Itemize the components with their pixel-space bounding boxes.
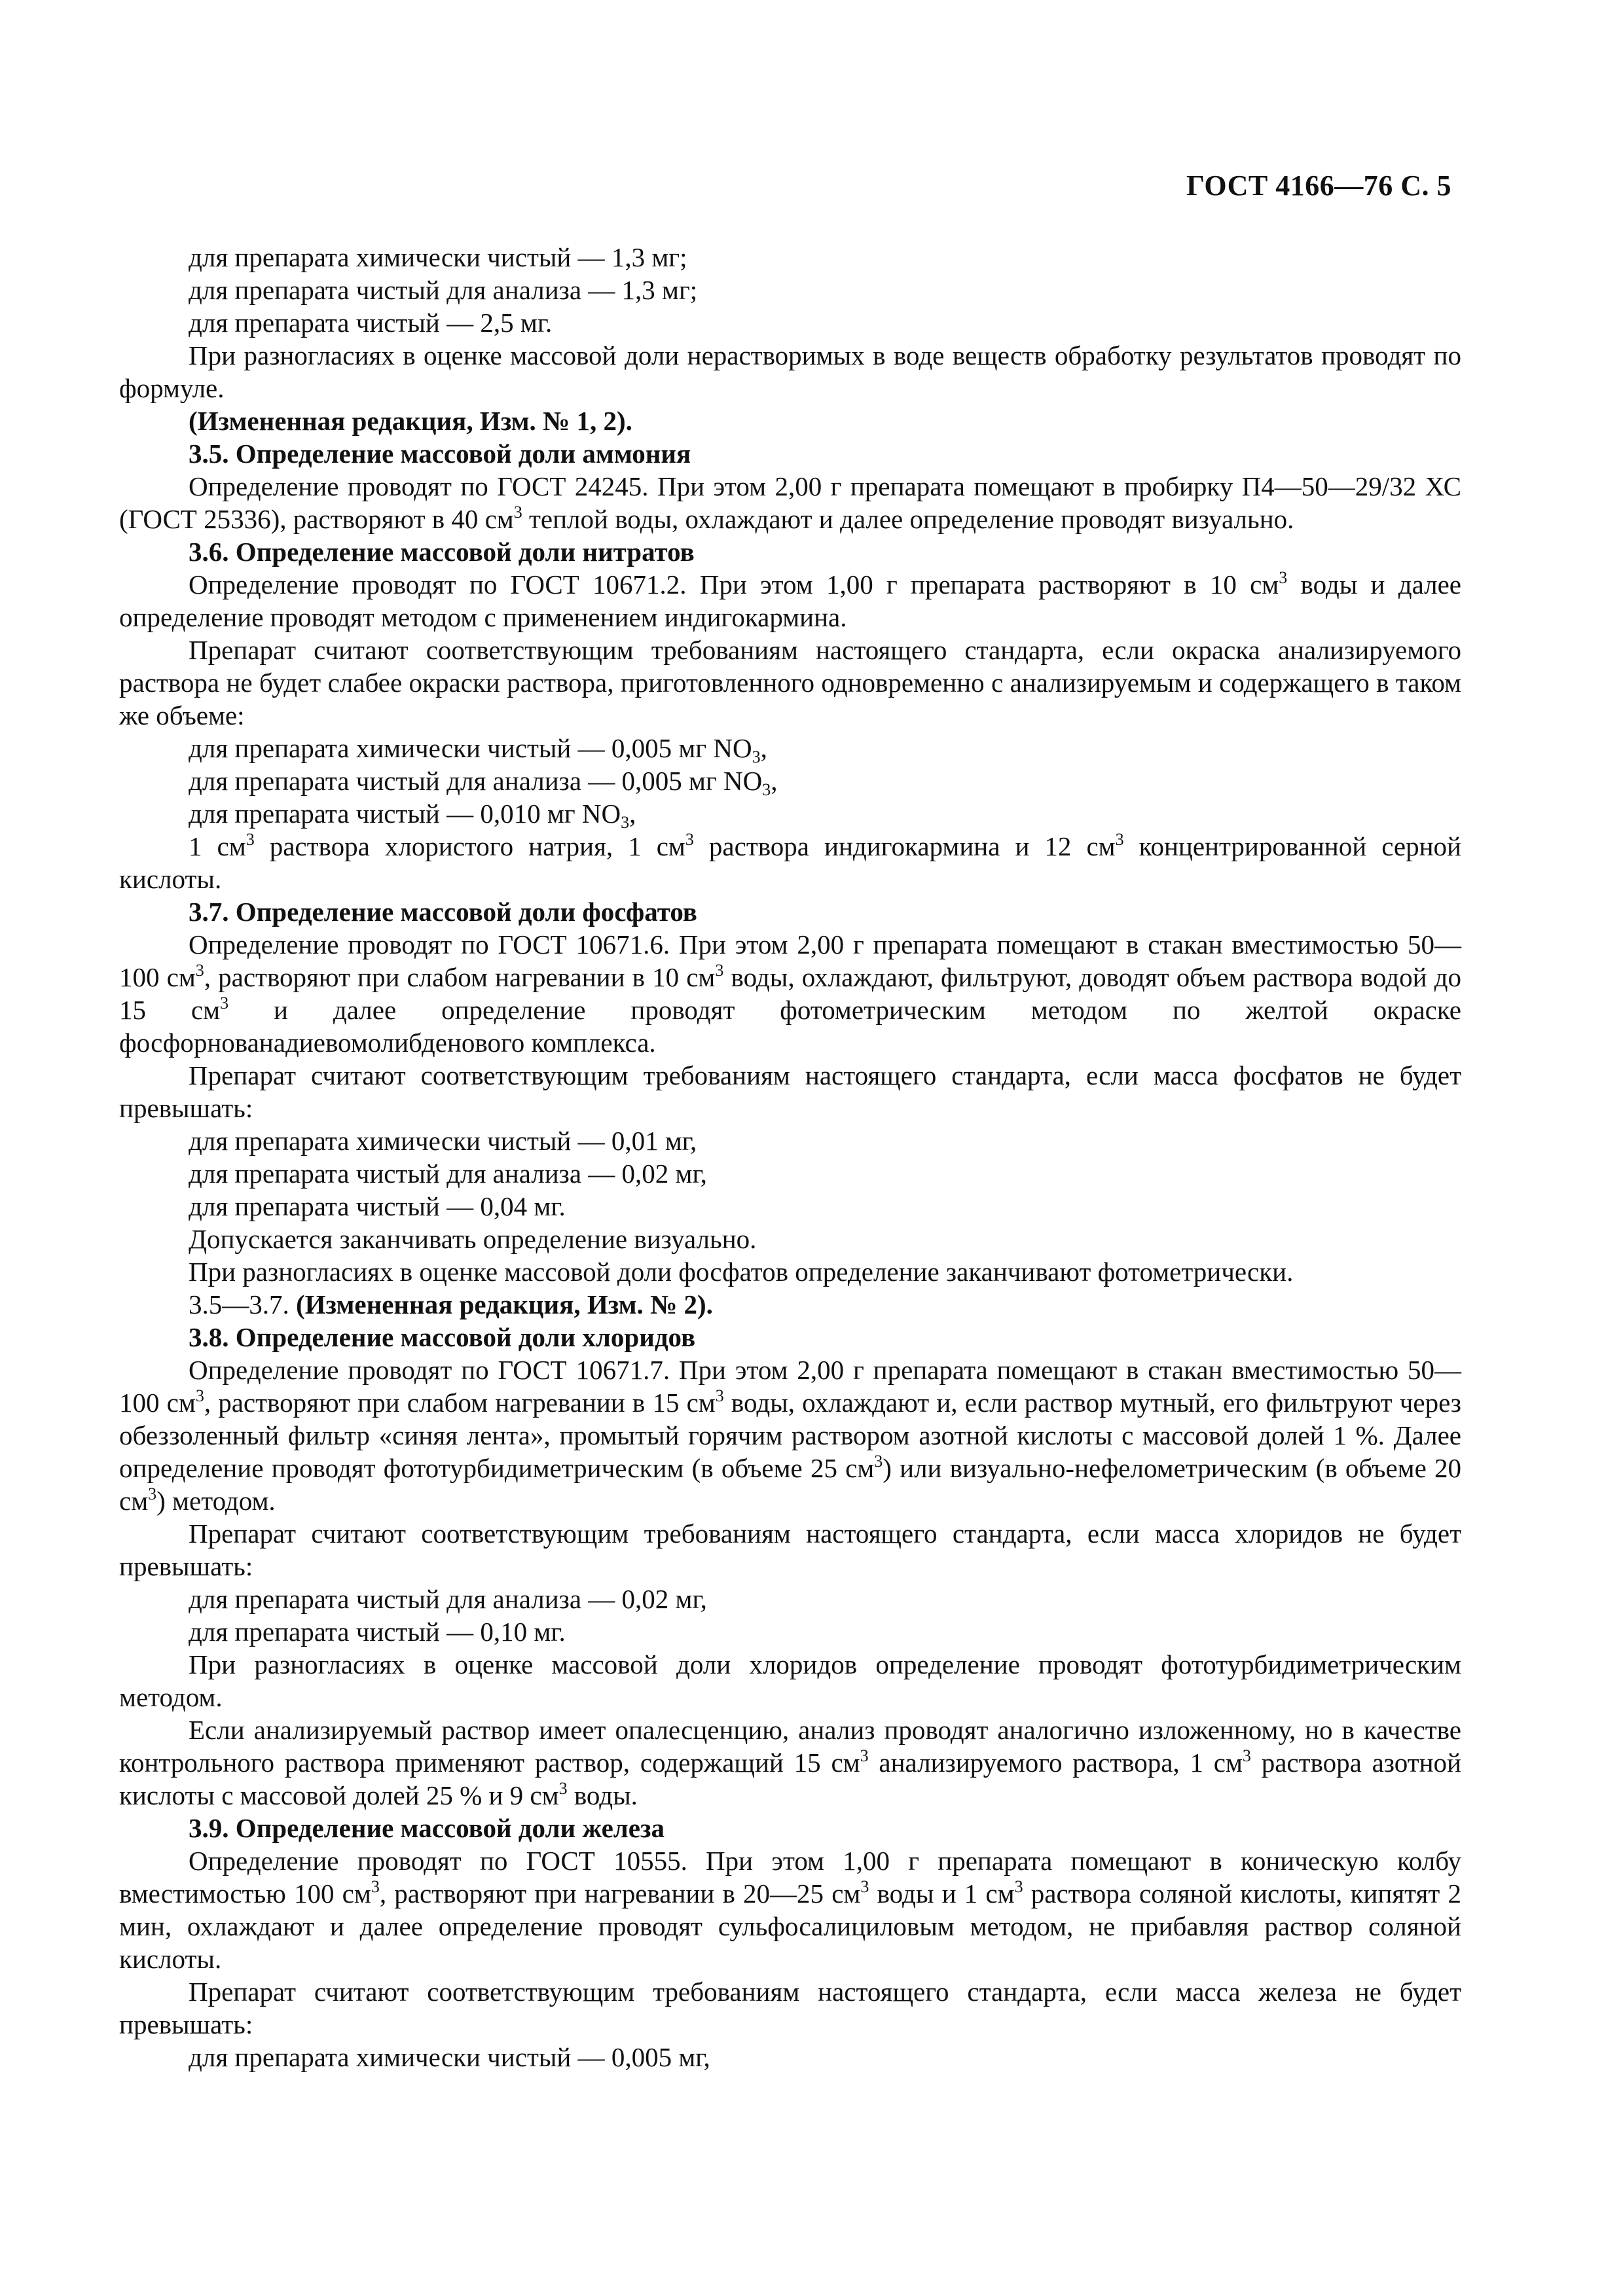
paragraph: 1 $см^3$ раствора хлористого натрия, 1 $см^3$ раствора индигокармина и 12 $см^3$ концентрированной серной кислоты. (119, 830, 1461, 894)
revision-note: 3.5—3.7. (Измененная редакция, Изм. № 2). (189, 1289, 713, 1319)
paragraph: При разногласиях в оценке массовой доли хлоридов определение проводят фототурбидиметрическим методом. (119, 1649, 1461, 1712)
paragraph: Если анализируемый раствор имеет опалесценцию, анализ проводят аналогично изложенному, но в качестве контрольного раствора применяют раствор, содержащий 15 $см^3$ анализируемого раствора, 1 $см^3$ раствора азотной кислоты с массовой долей 25 % и 9 $см^3$ воды. (119, 1715, 1461, 1810)
text-line: для препарата чистый для анализа — 0,02 мг, (189, 1158, 707, 1189)
text-line: для препарата химически чистый — 0,005 мг $NO_3$, (189, 733, 767, 766)
paragraph: Определение проводят по ГОСТ 10555. При этом 1,00 г препарата помещают в коническую колбу вместимостью 100 $см^3$, растворяют при нагревании в 20—25 $см^3$ воды и 1 $см^3$ раствора соляной кислоты, кипятят 2 мин, охлаждают и далее определение проводят сульфосалициловым методом, не прибавляя раствор соляной кислоты. (119, 1846, 1461, 1974)
paragraph: Препарат считают соответствующим требованиям настоящего стандарта, если масса фосфатов не будет превышать: (119, 1060, 1461, 1123)
paragraph: Определение проводят по ГОСТ 10671.2. При этом 1,00 г препарата растворяют в 10 $см^3$ воды и далее определение проводят методом с применением индигокармина. (119, 568, 1461, 632)
text-line: для препарата чистый для анализа — 0,02 мг, (189, 1584, 707, 1614)
text-line: для препарата чистый для анализа — 0,005 мг $NO_3$, (189, 766, 778, 799)
paragraph: Препарат считают соответствующим требованиям настоящего стандарта, если окраска анализируемого раствора не будет слабее окраски раствора, приготовленного одновременно с анализируемым и содержащего в таком же объеме: (119, 635, 1461, 730)
text-line: для препарата чистый для анализа — 1,3 мг; (189, 275, 698, 305)
text-line: Допускается заканчивать определение визуально. (189, 1224, 757, 1254)
paragraph: Определение проводят по ГОСТ 10671.6. При этом 2,00 г препарата помещают в стакан вместимостью 50—100 $см^3$, растворяют при слабом нагревании в 10 $см^3$ воды, охлаждают, фильтруют, доводят объем раствора водой до 15 $см^3$ и далее определение проводят фотометрическим методом по желтой окраске фосфорнованадиевомолибденового комплекса. (119, 929, 1461, 1058)
text-line: для препарата чистый — 0,010 мг $NO_3$, (189, 798, 636, 832)
paragraph: Препарат считают соответствующим требованиям настоящего стандарта, если масса хлоридов не будет превышать: (119, 1518, 1461, 1581)
section-heading-3-8: 3.8. Определение массовой доли хлоридов (189, 1322, 696, 1352)
text-line: для препарата чистый — 0,04 мг. (189, 1191, 566, 1221)
text-line: для препарата чистый — 2,5 мг. (189, 308, 553, 338)
section-heading-3-5: 3.5. Определение массовой доли аммония (189, 439, 691, 469)
document-body (119, 241, 1461, 2073)
paragraph: Препарат считают соответствующим требованиям настоящего стандарта, если масса железа не будет превышать: (119, 1977, 1461, 2039)
section-heading-3-6: 3.6. Определение массовой доли нитратов (189, 537, 695, 567)
page-header: ГОСТ 4166—76 С. 5 (1186, 170, 1451, 202)
text-line: для препарата химически чистый — 0,005 мг, (189, 2042, 710, 2072)
text-line: для препарата чистый — 0,10 мг. (189, 1617, 566, 1647)
paragraph: Определение проводят по ГОСТ 10671.7. При этом 2,00 г препарата помещают в стакан вместимостью 50—100 $см^3$, растворяют при слабом нагревании в 15 $см^3$ воды, охлаждают и, если раствор мутный, его фильтруют через обеззоленный фильтр «синяя лента», промытый горячим раствором азотной кислоты с массовой долей 1 %. Далее определение проводят фототурбидиметрическим (в объеме 25 $см^3$) или визуально-нефелометрическим (в объеме 20 $см^3$) методом. (119, 1355, 1461, 1516)
paragraph: При разногласиях в оценке массовой доли фосфатов определение заканчивают фотометрически. (189, 1257, 1294, 1287)
section-heading-3-7: 3.7. Определение массовой доли фосфатов (189, 897, 697, 927)
revision-note: (Измененная редакция, Изм. № 1, 2). (189, 406, 632, 436)
paragraph: Определение проводят по ГОСТ 24245. При этом 2,00 г препарата помещают в пробирку П4—50—29/32 ХС (ГОСТ 25336), растворяют в 40 $см^3$ теплой воды, охлаждают и далее определение проводят визуально. (119, 471, 1461, 534)
text-line: для препарата химически чистый — 0,01 мг, (189, 1126, 697, 1156)
paragraph: При разногласиях в оценке массовой доли нерастворимых в воде веществ обработку результатов проводят по формуле. (119, 340, 1461, 403)
section-heading-3-9: 3.9. Определение массовой доли железа (189, 1813, 665, 1843)
text-line: для препарата химически чистый — 1,3 мг; (189, 242, 687, 272)
